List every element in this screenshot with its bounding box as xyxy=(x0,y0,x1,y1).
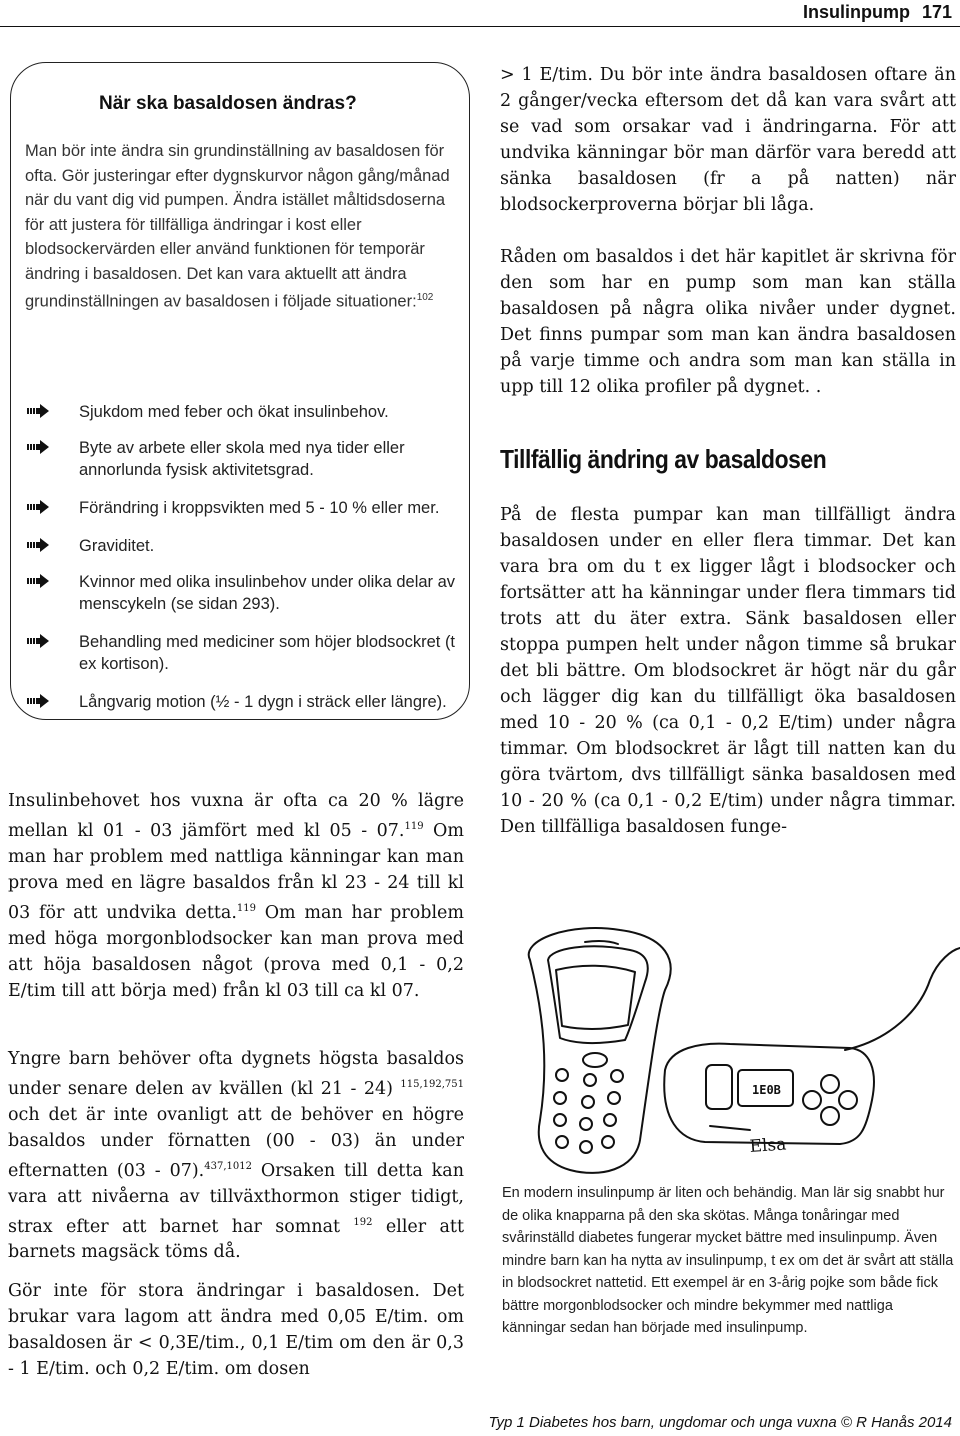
arrow-icon xyxy=(27,440,49,454)
text-run: Yngre barn behöver ofta dygnets högsta basaldos under senare delen av kvällen (kl 21 - 24) xyxy=(8,1049,464,1099)
arrow-icon xyxy=(27,574,49,588)
list-item xyxy=(25,401,465,423)
list-item xyxy=(25,571,465,615)
box-intro xyxy=(25,139,461,314)
text-run: eller att barnets magsäck töms då. xyxy=(8,1216,464,1263)
reference: 192 xyxy=(353,1216,373,1228)
arrow-icon xyxy=(27,500,49,514)
paragraph-temporary-change: På de flesta pumpar kan man tillfälligt ändra basaldosen under en eller flera timmar. Det kan vara bra om du t ex ligger lågt i blodsocker och fortsätter att ha känningar under flera timmars tid trots att du äter extra. Sänk basaldosen eller stoppa pumpen helt under någon timme så brukar det bli bättre. Om blodsockret är högt när du går och lägger dig kan du tillfälligt öka basaldosen med 10 - 20 % (ca 0,1 - 0,2 E/tim) under några timmar. Om blodsockret är lågt till natten kan du göra tvärtom, dvs tillfälligt sänka basaldosen med 10 - 20 % (ca 0,1 - 0,2 E/tim) under några timmar. Den tillfälliga basaldosen funge- xyxy=(500,505,956,837)
text-run: Orsaken till detta kan vara att nivåerna av tillväxthormon stiger tidigt, strax efter att barnet har somnat xyxy=(8,1160,464,1237)
text-run: Insulinbehovet hos vuxna är ofta ca 20 % lägre mellan kl 01 - 03 jämfört med kl 05 - 07. xyxy=(8,791,464,841)
pump-display-text: 1E0B xyxy=(752,1083,781,1097)
page-number: 171 xyxy=(921,2,952,22)
text-run: Om man har problem med höga morgonblodsocker kan man prova med att höja basaldosen något (prova med 0,1 - 0,2 E/tim till att börja med) från kl 03 till ca kl 07. xyxy=(8,902,464,1001)
section-heading: Tillfällig ändring av basaldosen xyxy=(500,444,827,474)
arrow-icon xyxy=(27,538,49,552)
reference: 115,192,751 xyxy=(400,1079,464,1090)
arrow-icon xyxy=(27,404,49,418)
phone-outline xyxy=(529,928,671,1173)
page-footer: Typ 1 Diabetes hos barn, ungdomar och unga vuxna © R Hanås 2014 xyxy=(488,1414,952,1431)
running-head xyxy=(803,2,952,23)
box-intro-text: Man bör inte ändra sin grundinställning av basaldosen för ofta. Gör justeringar efter dygnskurvor någon gång/månad när du vant dig vid pumpen. Ändra istället måltidsdoserna för att justera för tillfälliga ändringar i kost eller blodsockervärden eller använd funktionen för temporär ändring i basaldosen. Det kan vara aktuellt att ändra grundinställningen av basaldosen i följade situationer: xyxy=(25,142,450,311)
reference: 119 xyxy=(236,902,256,914)
list-item xyxy=(25,497,465,519)
list-item-text: Behandling med mediciner som höjer blodsockret (t ex kortison). xyxy=(79,633,456,673)
box-title: När ska basaldosen ändras? xyxy=(99,93,357,114)
paragraph-change-size: Gör inte för stora ändringar i basaldosen. Det brukar vara lagom att ändra med 0,05 E/tim. om basaldosen är < 0,3E/tim., 0,1 E/tim om den är 0,3 - 1 E/tim. och 0,2 E/tim. om dosen xyxy=(8,1281,464,1379)
paragraph-change-frequency: > 1 E/tim. Du bör inte ändra basaldosen oftare än 2 gånger/vecka eftersom det då kan vara svårt att se vad som orsakar vad i ändringarna. För att undvika känningar bör man därför vara beredd att sänka basaldosen (fr a på natten) när blodsockerproverna börjar bli låga. xyxy=(500,65,956,215)
page-header xyxy=(0,0,960,28)
section-title: Insulinpump xyxy=(802,2,910,22)
reference: 119 xyxy=(404,821,424,832)
text-run: Om man har problem med nattliga känningar kan man prova med en lägre basaldos från kl 23 - 24 till kl 03 för att undvika detta. xyxy=(8,820,464,923)
list-item-text: Byte av arbete eller skola med nya tider eller annorlunda fysisk aktivitetsgrad. xyxy=(79,439,405,479)
figure-caption: En modern insulinpump är liten och behändig. Man lär sig snabbt hur de olika knapparna på den ska skötas. Många tonåringar med svårinställd diabetes fungerar mycket bättre med insulinpump. Även mindre barn kan ha nytta av insulinpump, t ex om det är svårt att ställa in blodsockret nattetid. Ett exempel är en 3-årig pojke som både fick bättre morgonblodsocker och mindre bekymmer med nattliga känningar sedan han började med insulinpump. xyxy=(502,1185,954,1336)
list-item xyxy=(25,535,465,557)
reference: 437,1012 xyxy=(204,1160,252,1172)
name-label: Elsa xyxy=(748,1134,787,1157)
paragraph-adult-basal xyxy=(8,788,464,1004)
bullet-list xyxy=(25,401,465,713)
list-item-text: Graviditet. xyxy=(79,537,155,555)
phone-and-pump-drawing xyxy=(490,920,960,1180)
header-rule xyxy=(0,26,960,27)
arrow-icon xyxy=(27,694,49,708)
box-intro-ref: 102 xyxy=(416,292,434,303)
list-item-text: Kvinnor med olika insulinbehov under olika delar av menscykeln (se sidan 293). xyxy=(79,573,456,613)
list-item-text: Sjukdom med feber och ökat insulinbehov. xyxy=(79,403,389,421)
list-item xyxy=(25,691,465,713)
pump-tubing xyxy=(845,948,960,1050)
paragraph-children-basal xyxy=(8,1046,464,1265)
list-item-text: Förändring i kroppsvikten med 5 - 10 % eller mer. xyxy=(79,499,440,517)
list-item-text: Långvarig motion (½ - 1 dygn i sträck eller längre). xyxy=(79,693,447,711)
info-box xyxy=(10,62,470,720)
paragraph-advice-scope: Råden om basaldos i det här kapitlet är skrivna för den som har en pump som man kan ställa basaldosen på några olika nivåer under dygnet. Det finns pumpar som man kan ändra basaldosen på varje timme och andra som man kan ställa in upp till 12 olika profiler på dygnet. . xyxy=(500,247,956,397)
text-run: och det är inte ovanligt att de behöver en högre basaldos under förnatten (00 - 03) än under efternatten (03 - 07). xyxy=(8,1104,464,1181)
list-item xyxy=(25,631,465,675)
arrow-icon xyxy=(27,634,49,648)
list-item xyxy=(25,437,465,481)
